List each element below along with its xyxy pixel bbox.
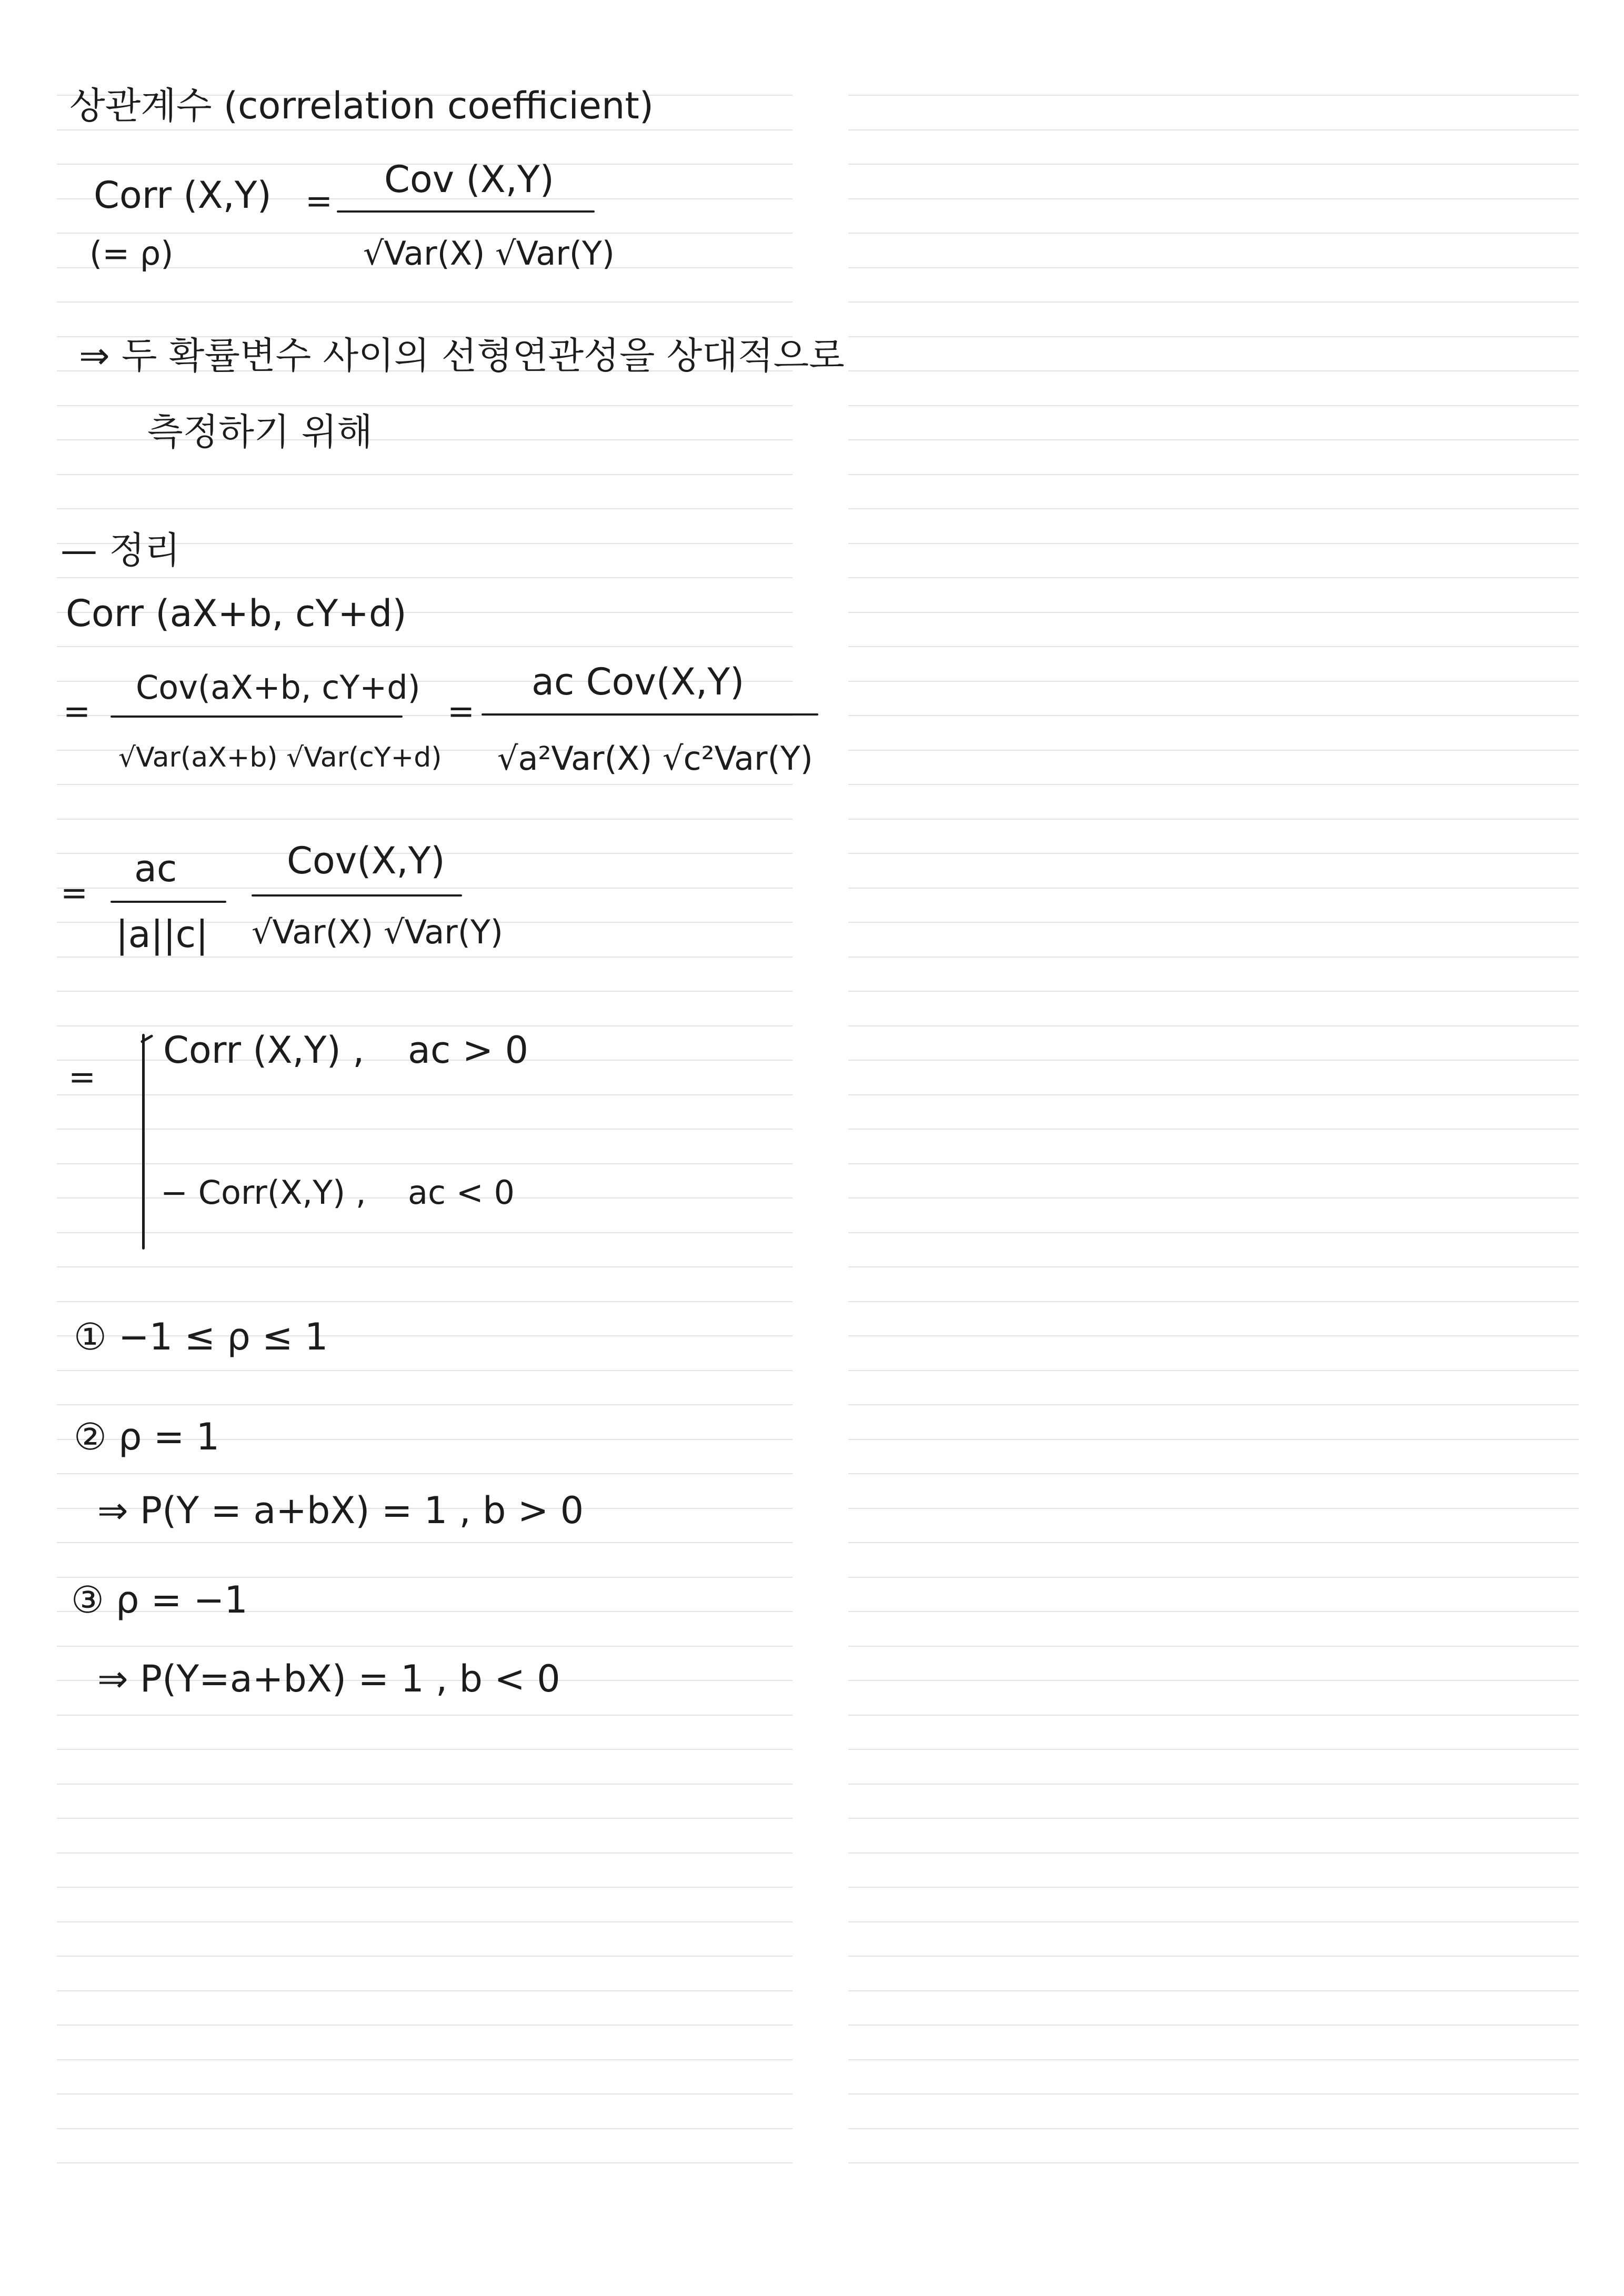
- ruled-line: [848, 715, 1579, 716]
- step2-fraction-bar: [252, 894, 462, 897]
- ruled-line: [848, 1577, 1579, 1578]
- ruled-line: [57, 1818, 793, 1819]
- ruled-line: [848, 2093, 1579, 2094]
- ruled-line: [848, 956, 1579, 958]
- ruled-line: [848, 2128, 1579, 2129]
- ruled-line: [848, 1197, 1579, 1199]
- ruled-line: [848, 1094, 1579, 1095]
- ruled-line: [57, 1094, 793, 1095]
- ruled-line: [848, 577, 1579, 578]
- ruled-line: [848, 474, 1579, 475]
- ruled-lines-right: [848, 0, 1579, 2296]
- property-2-implication: ⇒ P(Y = a+bX) = 1 , b > 0: [97, 1489, 584, 1532]
- ruled-line: [848, 1990, 1579, 1991]
- ruled-line: [848, 405, 1579, 406]
- ruled-line: [848, 1680, 1579, 1681]
- definition-denominator: √Var(X) √Var(Y): [363, 234, 615, 273]
- ruled-line: [848, 164, 1579, 165]
- ruled-line: [57, 1404, 793, 1405]
- ruled-line: [848, 439, 1579, 440]
- step2-denominator: √Var(X) √Var(Y): [252, 913, 503, 951]
- ruled-line: [57, 1784, 793, 1785]
- ruled-line: [57, 1646, 793, 1647]
- ruled-line: [57, 1232, 793, 1233]
- ruled-line: [848, 1715, 1579, 1716]
- ruled-line: [848, 198, 1579, 199]
- theorem-heading: — 정리: [61, 529, 181, 572]
- ruled-line: [848, 1060, 1579, 1061]
- ruled-line: [848, 1749, 1579, 1750]
- ruled-line: [848, 1370, 1579, 1371]
- definition-alias: (= ρ): [89, 234, 174, 273]
- ruled-line: [848, 508, 1579, 509]
- ruled-line: [57, 129, 793, 130]
- case2-expression: − Corr(X,Y) ,: [161, 1173, 366, 1212]
- ruled-line: [57, 2059, 793, 2060]
- ruled-line: [848, 784, 1579, 785]
- ruled-line: [848, 991, 1579, 992]
- ruled-line: [57, 784, 793, 785]
- ruled-line: [848, 1784, 1579, 1785]
- piecewise-brace: [142, 1034, 145, 1250]
- step1-fraction-bar-2: [482, 713, 818, 716]
- ruled-line: [57, 819, 793, 820]
- ruled-line: [848, 1956, 1579, 1957]
- step1-denominator-2: √a²Var(X) √c²Var(Y): [497, 739, 813, 778]
- ruled-line: [848, 2025, 1579, 2026]
- step2-coef-denominator: |a||c|: [116, 913, 208, 956]
- case1-expression: Corr (X,Y) ,: [163, 1029, 365, 1072]
- step1-denominator: √Var(aX+b) √Var(cY+d): [118, 742, 442, 773]
- ruled-line: [848, 1887, 1579, 1888]
- ruled-line: [848, 1301, 1579, 1302]
- ruled-line: [848, 750, 1579, 751]
- ruled-line: [848, 646, 1579, 647]
- ruled-line: [57, 1577, 793, 1578]
- step1-equals: =: [63, 692, 91, 730]
- ruled-line: [57, 1749, 793, 1750]
- ruled-line: [57, 646, 793, 647]
- ruled-line: [57, 1163, 793, 1164]
- ruled-line: [57, 1990, 793, 1991]
- ruled-line: [848, 95, 1579, 96]
- ruled-line: [57, 1956, 793, 1957]
- ruled-line: [848, 1818, 1579, 1819]
- property-3: ③ ρ = −1: [71, 1578, 248, 1622]
- ruled-line: [57, 1887, 793, 1888]
- step1-equals-2: =: [447, 692, 475, 730]
- ruled-line: [57, 1129, 793, 1130]
- ruled-line: [57, 474, 793, 475]
- property-2: ② ρ = 1: [74, 1415, 220, 1458]
- ruled-line: [848, 1852, 1579, 1854]
- ruled-line: [848, 922, 1579, 923]
- ruled-line: [848, 819, 1579, 820]
- ruled-line: [848, 1266, 1579, 1267]
- ruled-line: [57, 508, 793, 509]
- ruled-line: [848, 1129, 1579, 1130]
- ruled-line: [848, 1404, 1579, 1405]
- ruled-line: [848, 543, 1579, 544]
- step2-equals: =: [61, 873, 88, 912]
- ruled-line: [57, 1301, 793, 1302]
- ruled-line: [848, 1646, 1579, 1647]
- ruled-line: [848, 1335, 1579, 1336]
- ruled-line: [848, 1473, 1579, 1474]
- ruled-line: [848, 888, 1579, 889]
- property-3-implication: ⇒ P(Y=a+bX) = 1 , b < 0: [97, 1657, 560, 1700]
- ruled-line: [57, 1025, 793, 1026]
- ruled-line: [848, 853, 1579, 854]
- ruled-line: [57, 2093, 793, 2094]
- definition-fraction-bar: [337, 210, 595, 213]
- ruled-line: [57, 1542, 793, 1543]
- ruled-line: [848, 1025, 1579, 1026]
- ruled-line: [57, 2025, 793, 2026]
- definition-lhs: Corr (X,Y): [94, 174, 272, 217]
- ruled-line: [57, 1473, 793, 1474]
- ruled-line: [848, 1611, 1579, 1612]
- step1-numerator-2: ac Cov(X,Y): [532, 660, 745, 703]
- step2-numerator: Cov(X,Y): [287, 839, 445, 882]
- ruled-line: [848, 233, 1579, 234]
- definition-numerator: Cov (X,Y): [384, 158, 554, 201]
- ruled-line: [57, 577, 793, 578]
- ruled-line: [57, 1266, 793, 1267]
- ruled-line: [848, 301, 1579, 303]
- ruled-line: [848, 612, 1579, 613]
- ruled-line: [57, 1715, 793, 1716]
- ruled-line: [848, 1232, 1579, 1233]
- ruled-line: [57, 956, 793, 958]
- theorem-expression: Corr (aX+b, cY+d): [66, 592, 407, 635]
- ruled-line: [57, 2128, 793, 2129]
- ruled-line: [848, 1508, 1579, 1509]
- step1-numerator: Cov(aX+b, cY+d): [136, 668, 420, 707]
- ruled-line: [848, 2059, 1579, 2060]
- ruled-line: [848, 1163, 1579, 1164]
- step1-fraction-bar: [111, 716, 403, 718]
- ruled-line: [57, 301, 793, 303]
- property-1: ① −1 ≤ ρ ≤ 1: [74, 1315, 328, 1358]
- step2-coef-numerator: ac: [134, 847, 177, 890]
- ruled-line: [848, 2162, 1579, 2163]
- step3-equals: =: [68, 1058, 96, 1096]
- step2-coef-bar: [111, 901, 226, 903]
- ruled-line: [848, 1439, 1579, 1440]
- ruled-line: [848, 370, 1579, 371]
- ruled-line: [848, 1921, 1579, 1922]
- page-title: 상관계수 (correlation coefficient): [69, 84, 654, 127]
- case2-condition: ac < 0: [408, 1173, 515, 1212]
- ruled-line: [57, 991, 793, 992]
- purpose-line-1: ⇒ 두 확률변수 사이의 선형연관성을 상대적으로: [79, 334, 845, 377]
- ruled-line: [848, 336, 1579, 337]
- ruled-line: [848, 681, 1579, 682]
- definition-equals: =: [305, 182, 333, 220]
- ruled-line: [848, 129, 1579, 130]
- ruled-line: [57, 1852, 793, 1854]
- purpose-line-2: 측정하기 위해: [147, 410, 373, 454]
- ruled-line: [848, 267, 1579, 268]
- ruled-line: [57, 1921, 793, 1922]
- case1-condition: ac > 0: [408, 1029, 529, 1072]
- ruled-line: [57, 233, 793, 234]
- ruled-line: [57, 2162, 793, 2163]
- ruled-line: [57, 1370, 793, 1371]
- ruled-line: [848, 1542, 1579, 1543]
